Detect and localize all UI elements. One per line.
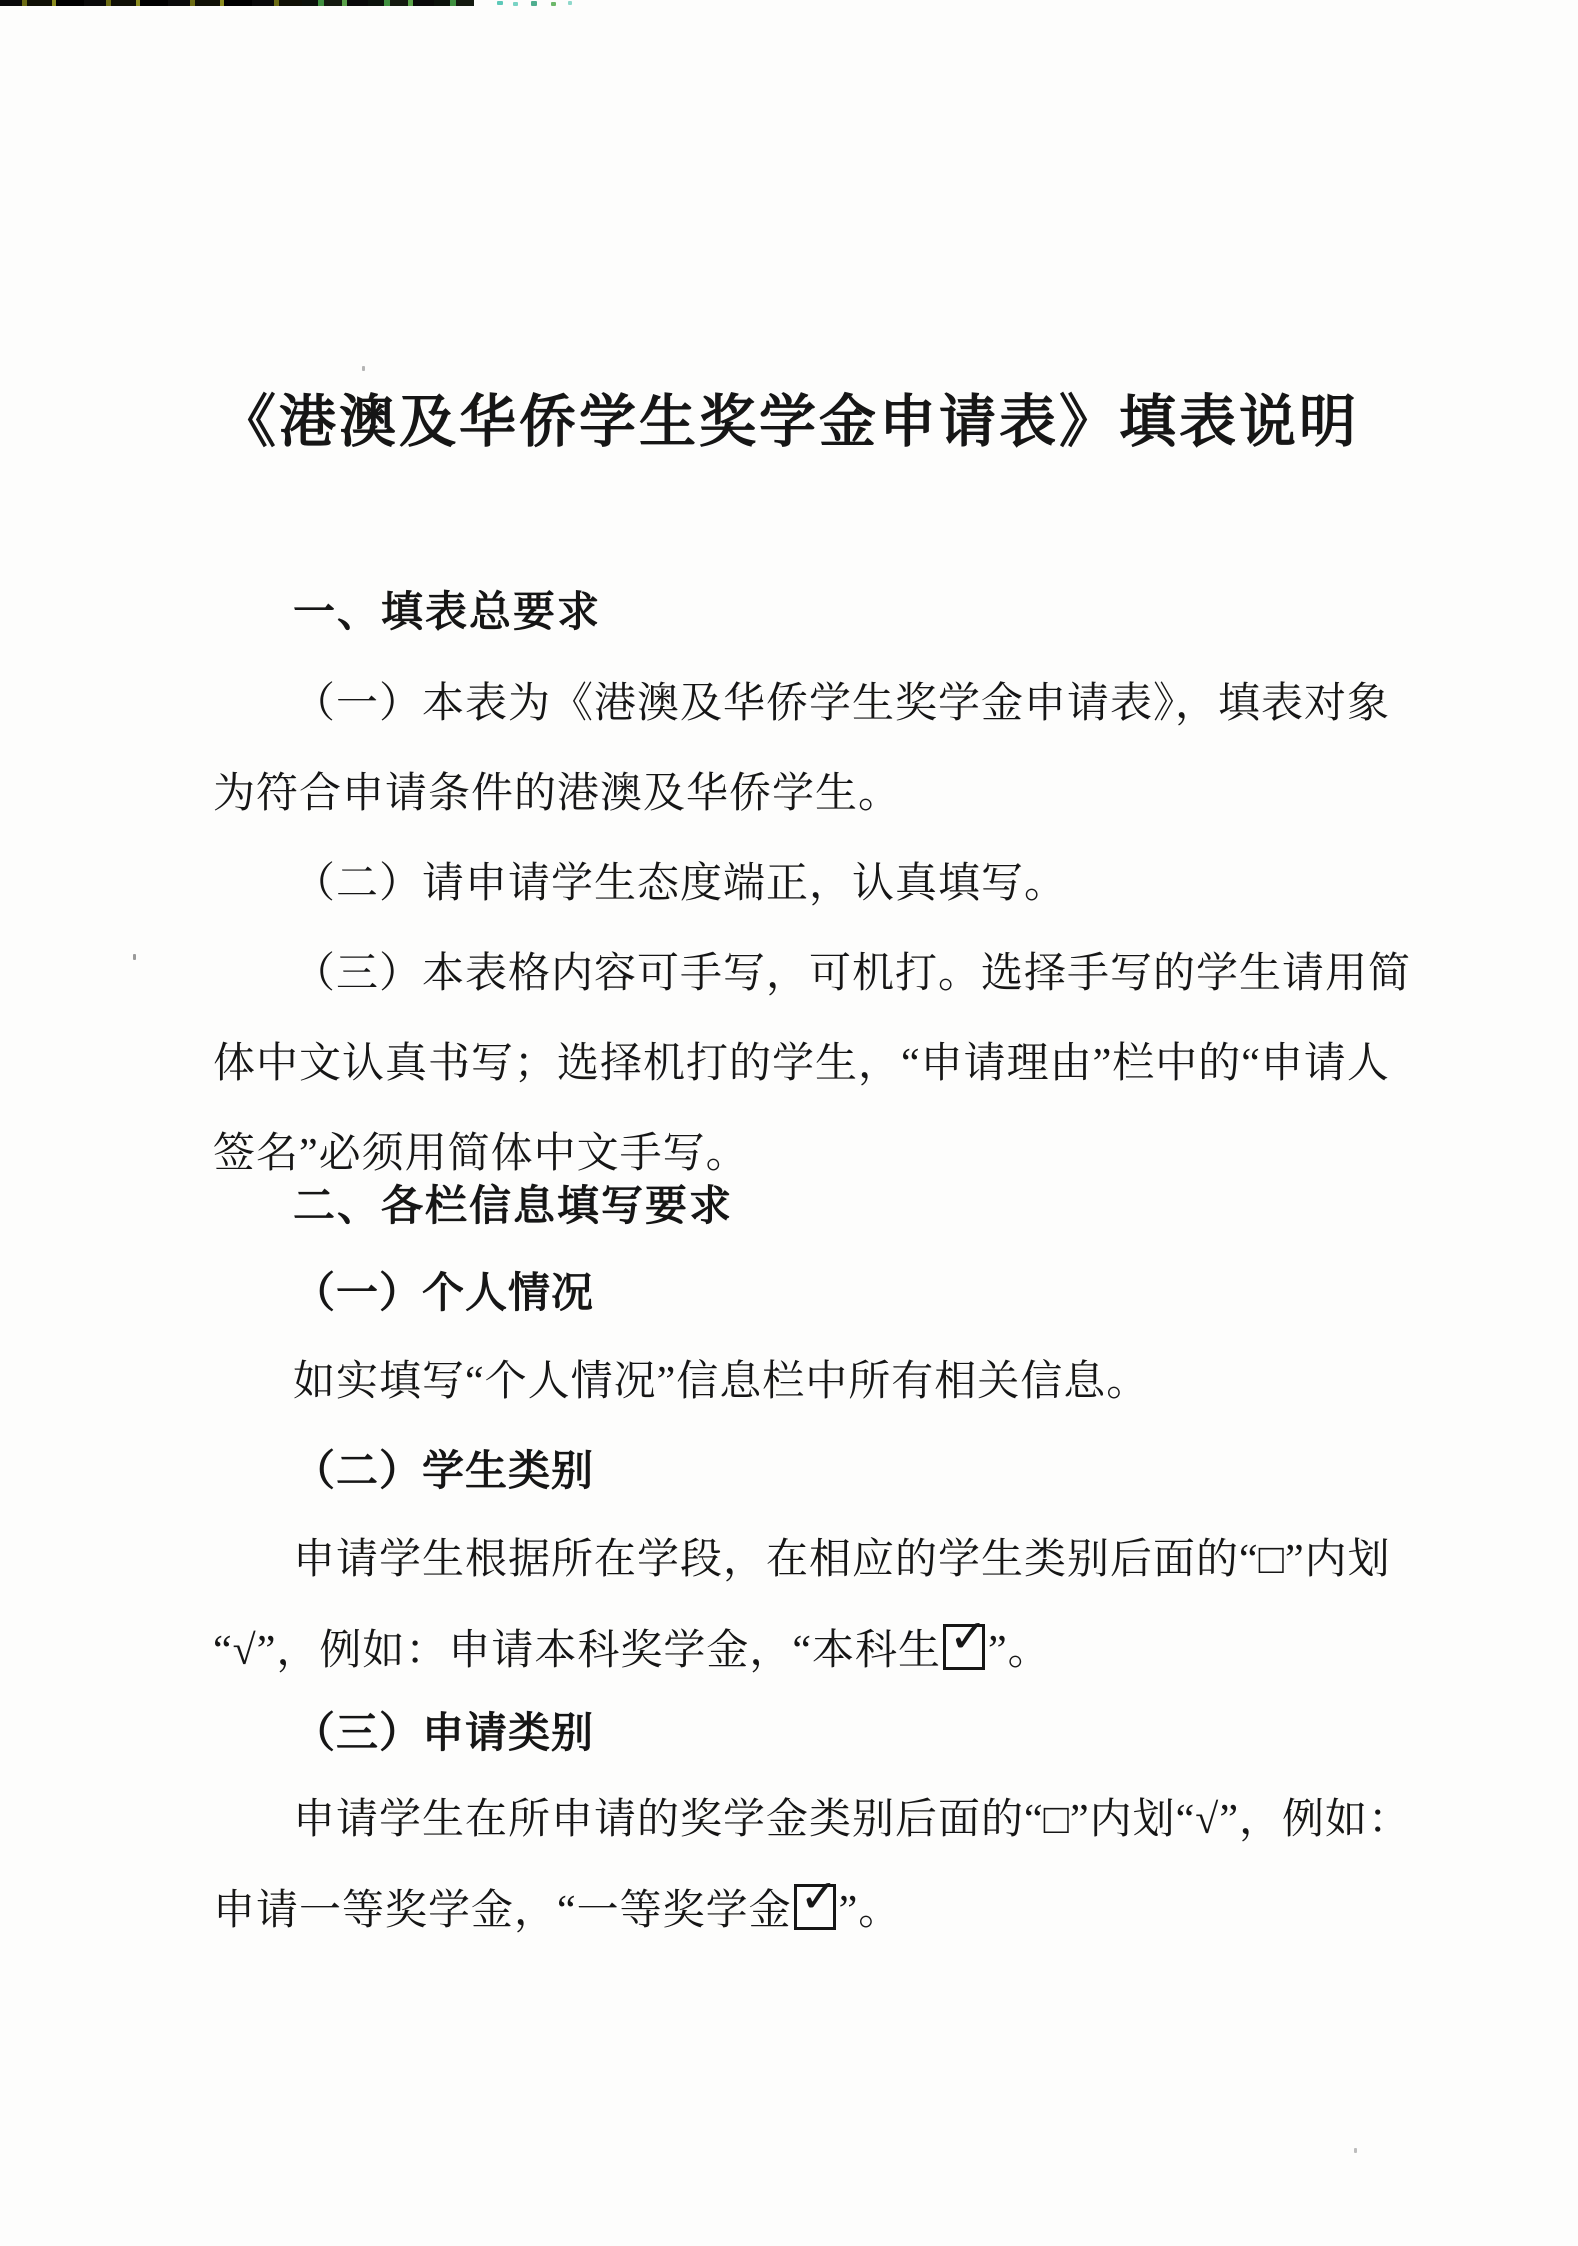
section2-heading: 二、各栏信息填写要求 [293,1182,734,1229]
checkmark-icon: ✓ [948,1609,989,1663]
checked-ballot-box-icon [794,1869,840,1930]
section2-sub2-heading: （二）学生类别 [293,1449,595,1495]
section1-item1-line2: 为符合申请条件的港澳及华侨学生。 [213,771,902,817]
document-title: 《港澳及华侨学生奖学金申请表》填表说明 [219,390,1359,454]
section2-sub3-line2-text: 申请一等奖学金，“一等奖学金 [213,1888,792,1934]
scan-speck [133,954,136,960]
scan-speck [568,1,572,5]
scan-edge-artifact-strip [0,0,302,6]
scan-speck [513,2,518,6]
section1-heading: 一、填表总要求 [293,588,602,635]
section2-sub2-line2-text: “√”，例如：申请本科奖学金，“本科生 [213,1628,941,1674]
section2-sub3-line2 [213,1869,902,1935]
scan-speck [531,1,537,6]
section2-sub1-heading: （一）个人情况 [293,1271,595,1317]
section2-sub2-line2 [213,1609,1051,1675]
section1-item3-line1: （三）本表格内容可手写，可机打。选择手写的学生请用简 [293,951,1412,997]
section2-sub3-line2-closing: ”。 [838,1888,902,1934]
scan-speck [497,1,503,5]
section2-sub2-line1: 申请学生根据所在学段，在相应的学生类别后面的“□”内划 [293,1537,1391,1583]
scan-edge-artifact-strip [302,0,474,6]
section1-item2-line1: （二）请申请学生态度端正，认真填写。 [293,861,1068,907]
section1-item1-line1: （一）本表为《港澳及华侨学生奖学金申请表》，填表对象 [293,681,1391,727]
scan-speck [1354,2148,1357,2153]
section2-sub1-line1: 如实填写“个人情况”信息栏中所有相关信息。 [293,1359,1150,1405]
section2-sub2-line2-closing: ”。 [987,1628,1051,1674]
section2-sub3-heading: （三）申请类别 [293,1711,595,1757]
scan-speck [362,366,365,371]
section1-item3-line3: 签名”必须用简体中文手写。 [213,1131,749,1177]
section2-sub3-line1: 申请学生在所申请的奖学金类别后面的“□”内划“√”，例如： [293,1797,1411,1843]
checked-ballot-box-icon [943,1609,989,1670]
checkmark-icon: ✓ [799,1869,840,1923]
scan-speck [551,2,556,6]
section1-item3-line2: 体中文认真书写；选择机打的学生，“申请理由”栏中的“申请人 [213,1041,1390,1087]
